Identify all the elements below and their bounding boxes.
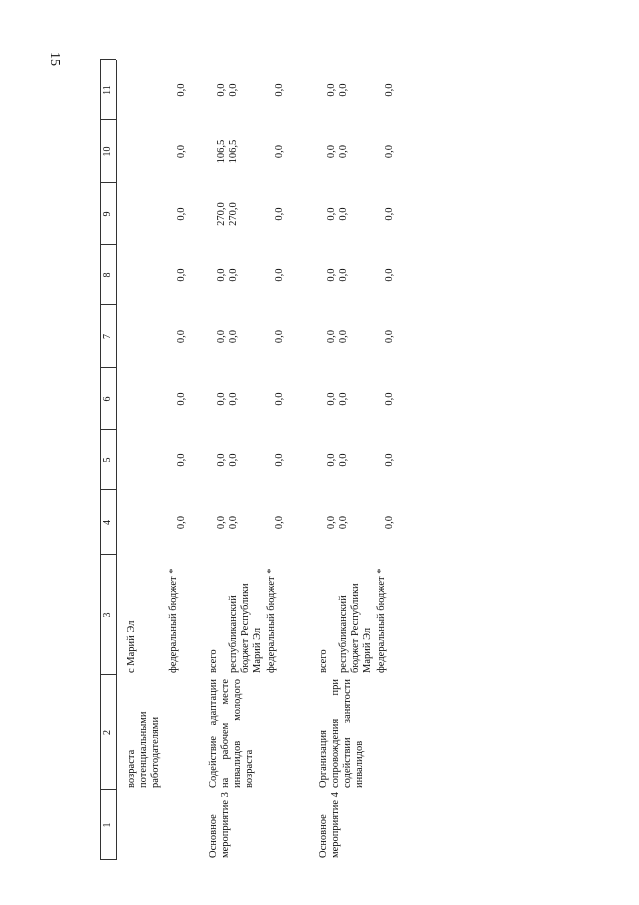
header-col-6: 6	[102, 396, 113, 402]
row-value: 0,0	[176, 392, 187, 406]
row-funding-source: всего	[318, 649, 329, 673]
row-value: 0,0	[384, 453, 395, 467]
row-value: 0,0	[274, 144, 285, 159]
row-value: 0,0	[326, 515, 337, 530]
row-value: 0,0	[216, 329, 227, 344]
rotated-budget-table	[100, 60, 420, 860]
header-col-3: 3	[102, 612, 113, 618]
row-value: 0,0	[216, 453, 227, 467]
row-value: 0,0	[176, 83, 187, 97]
row-value: 0,0	[326, 144, 337, 159]
header-col-7: 7	[102, 334, 113, 339]
header-col-9: 9	[102, 211, 113, 217]
row-funding-source: республиканский бюджет Республики Марий Эл	[338, 583, 374, 673]
row-value: 0,0	[338, 392, 349, 406]
row-value: 0,0	[384, 207, 395, 221]
row-funding-source: всего	[208, 649, 219, 673]
row-value: 0,0	[384, 329, 395, 344]
row-value: 0,0	[274, 515, 285, 530]
row-value: 0,0	[338, 83, 349, 97]
row-measure-desc: возраста потенциальными работодателями	[126, 711, 162, 788]
row-funding-source: федеральный бюджет *	[266, 568, 277, 673]
row-value: 0,0	[216, 515, 227, 530]
row-value: 270,0	[216, 202, 227, 226]
row-value: 0,0	[326, 268, 337, 282]
row-value: 0,0	[326, 207, 337, 221]
row-value: 106,5	[228, 139, 239, 164]
row-value: 0,0	[176, 144, 187, 159]
row-value: 0,0	[216, 392, 227, 406]
row-measure-name: Основное мероприятие 4	[318, 792, 342, 858]
row-value: 0,0	[384, 144, 395, 159]
row-value: 0,0	[338, 207, 349, 221]
row-value: 0,0	[384, 515, 395, 530]
row-value: 0,0	[274, 268, 285, 282]
row-value: 270,0	[228, 202, 239, 226]
row-value: 0,0	[176, 268, 187, 282]
row-measure-desc: Организация сопровождения при содействии занятости инвалидов	[318, 679, 366, 788]
row-value: 0,0	[216, 83, 227, 97]
page-number: 15	[47, 52, 62, 66]
row-value: 0,0	[274, 392, 285, 406]
row-value: 0,0	[176, 515, 187, 530]
table-rule-top	[100, 60, 101, 860]
row-value: 106,5	[216, 139, 227, 164]
row-value: 0,0	[338, 515, 349, 530]
row-funding-source: федеральный бюджет *	[168, 568, 179, 673]
header-col-5: 5	[102, 457, 113, 463]
row-value: 0,0	[326, 329, 337, 344]
row-funding-source: с Марий Эл	[126, 620, 137, 673]
header-col-10: 10	[102, 146, 113, 157]
row-value: 0,0	[228, 268, 239, 282]
row-value: 0,0	[338, 329, 349, 344]
row-value: 0,0	[338, 268, 349, 282]
row-measure-desc: Содействие адаптации на рабочем месте инвалидов молодого возраста	[208, 679, 256, 788]
row-value: 0,0	[326, 83, 337, 97]
row-value: 0,0	[326, 453, 337, 467]
header-col-11: 11	[102, 85, 113, 95]
row-value: 0,0	[228, 83, 239, 97]
row-value: 0,0	[384, 392, 395, 406]
row-value: 0,0	[274, 453, 285, 467]
row-value: 0,0	[228, 329, 239, 344]
row-measure-name: Основное мероприятие 3	[208, 792, 232, 858]
header-col-1: 1	[102, 822, 113, 828]
row-value: 0,0	[228, 453, 239, 467]
table-rule-header	[116, 60, 117, 860]
header-col-8: 8	[102, 272, 113, 278]
row-value: 0,0	[176, 453, 187, 467]
row-value: 0,0	[228, 515, 239, 530]
row-value: 0,0	[176, 329, 187, 344]
row-funding-source: федеральный бюджет *	[376, 568, 387, 673]
row-value: 0,0	[338, 144, 349, 159]
row-value: 0,0	[326, 392, 337, 406]
row-funding-source: республиканский бюджет Республики Марий Эл	[228, 583, 264, 673]
row-value: 0,0	[216, 268, 227, 282]
row-value: 0,0	[274, 83, 285, 97]
row-value: 0,0	[274, 329, 285, 344]
row-value: 0,0	[384, 83, 395, 97]
row-value: 0,0	[274, 207, 285, 221]
row-value: 0,0	[384, 268, 395, 282]
header-col-4: 4	[102, 520, 113, 525]
header-col-2: 2	[102, 730, 113, 735]
row-value: 0,0	[228, 392, 239, 406]
row-value: 0,0	[338, 453, 349, 467]
row-value: 0,0	[176, 207, 187, 221]
